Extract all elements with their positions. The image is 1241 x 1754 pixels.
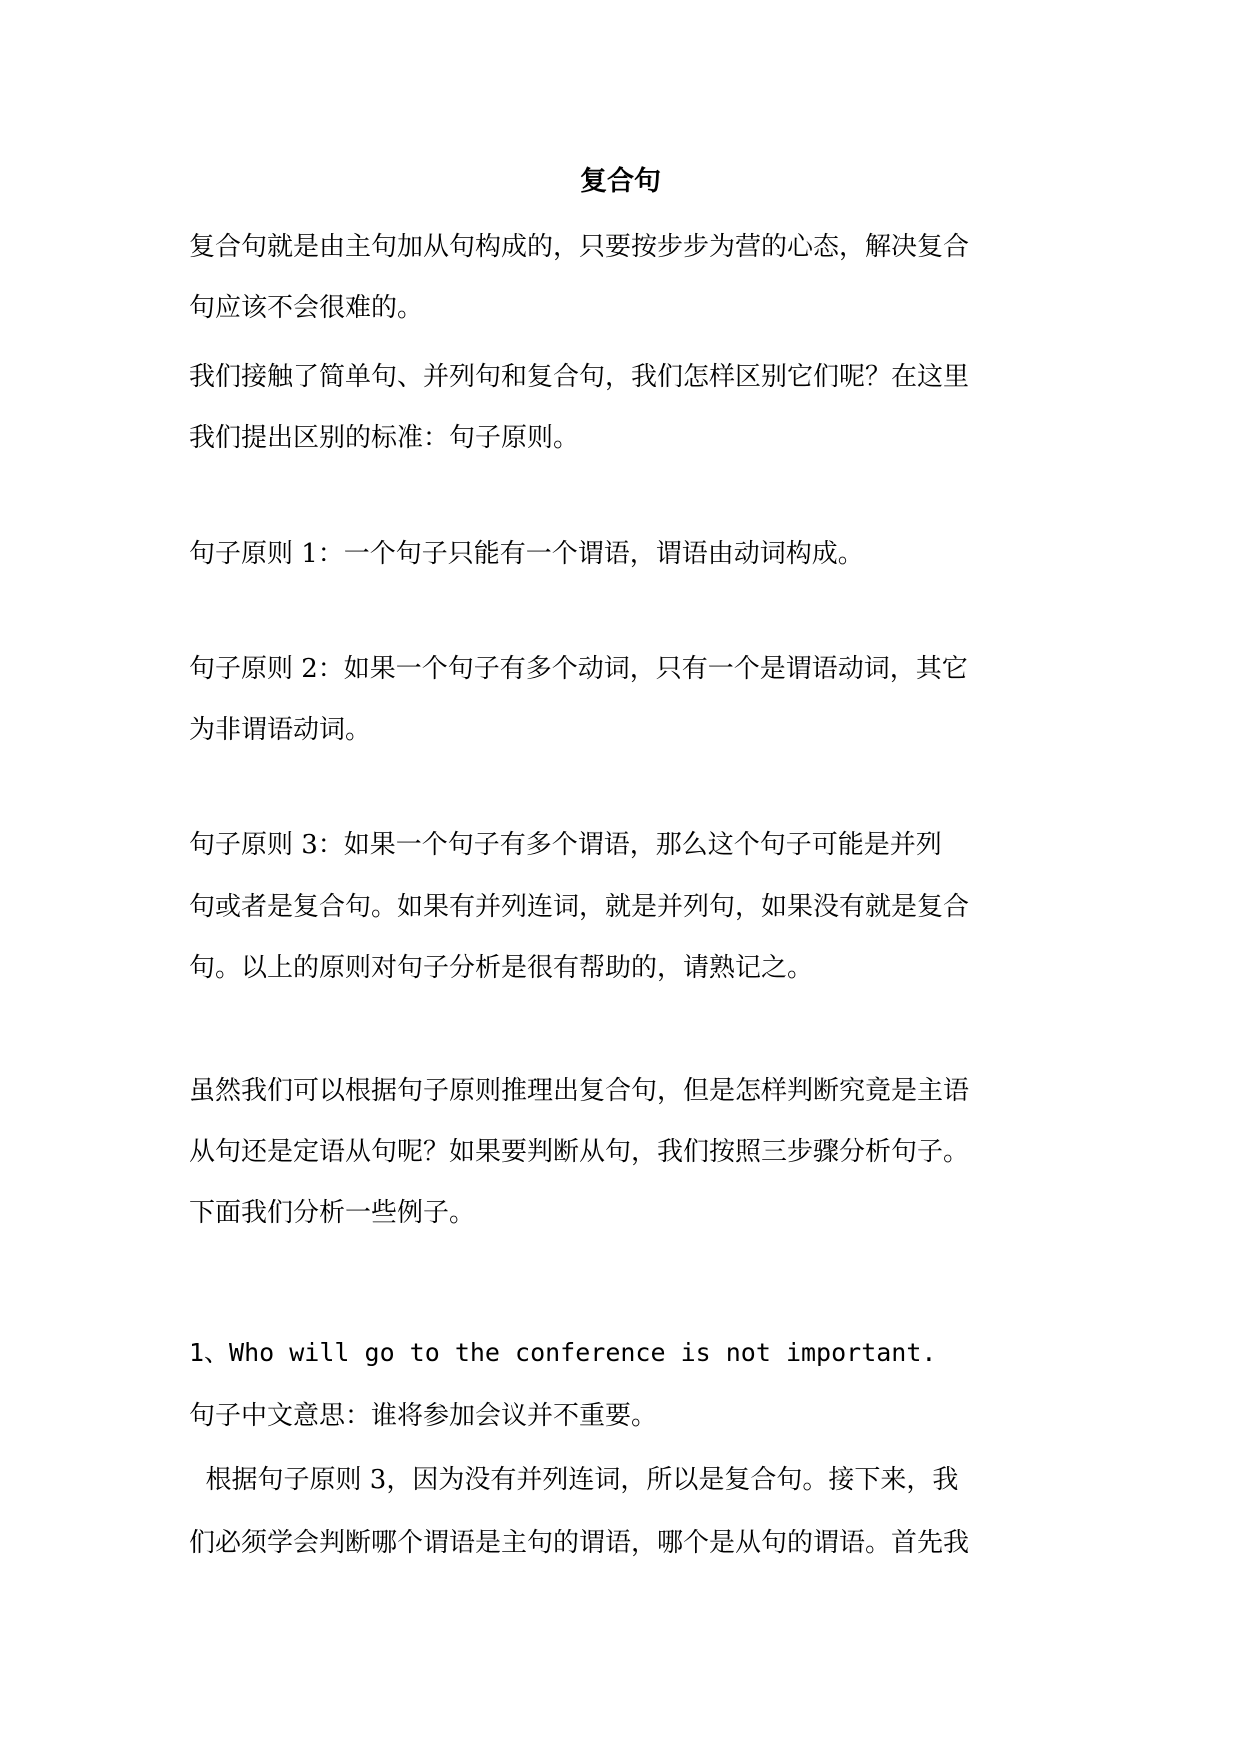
paragraph-line: 虽然我们可以根据句子原则推理出复合句，但是怎样判断究竟是主语 [189,1076,970,1106]
principle-1-line: 句子原则 1：一个句子只能有一个谓语，谓语由动词构成。 [189,539,864,569]
principle-3-line: 句子原则 3：如果一个句子有多个谓语，那么这个句子可能是并列 [189,830,942,860]
analysis-line: 根据句子原则 3，因为没有并列连词，所以是复合句。接下来，我 [189,1465,959,1495]
paragraph-line: 我们提出区别的标准：句子原则。 [189,423,580,453]
example-translation: 句子中文意思：谁将参加会议并不重要。 [189,1401,658,1431]
principle-2-line: 为非谓语动词。 [189,715,372,745]
principle-2-line: 句子原则 2：如果一个句子有多个动词，只有一个是谓语动词，其它 [189,654,968,684]
paragraph-line: 复合句就是由主句加从句构成的，只要按步步为营的心态，解决复合 [189,232,970,262]
example-sentence: 1、Who will go to the conference is not important. [189,1338,937,1367]
principle-3-line: 句。以上的原则对句子分析是很有帮助的，请熟记之。 [189,953,814,983]
paragraph-line: 从句还是定语从句呢？如果要判断从句，我们按照三步骤分析句子。 [189,1137,970,1167]
paragraph-line: 下面我们分析一些例子。 [189,1198,476,1228]
document-title: 复合句 [580,166,661,197]
principle-3-line: 句或者是复合句。如果有并列连词，就是并列句，如果没有就是复合 [189,892,970,922]
paragraph-line: 句应该不会很难的。 [189,293,424,323]
paragraph-line: 我们接触了简单句、并列句和复合句，我们怎样区别它们呢？在这里 [189,362,970,392]
analysis-line: 们必须学会判断哪个谓语是主句的谓语，哪个是从句的谓语。首先我 [189,1528,970,1558]
